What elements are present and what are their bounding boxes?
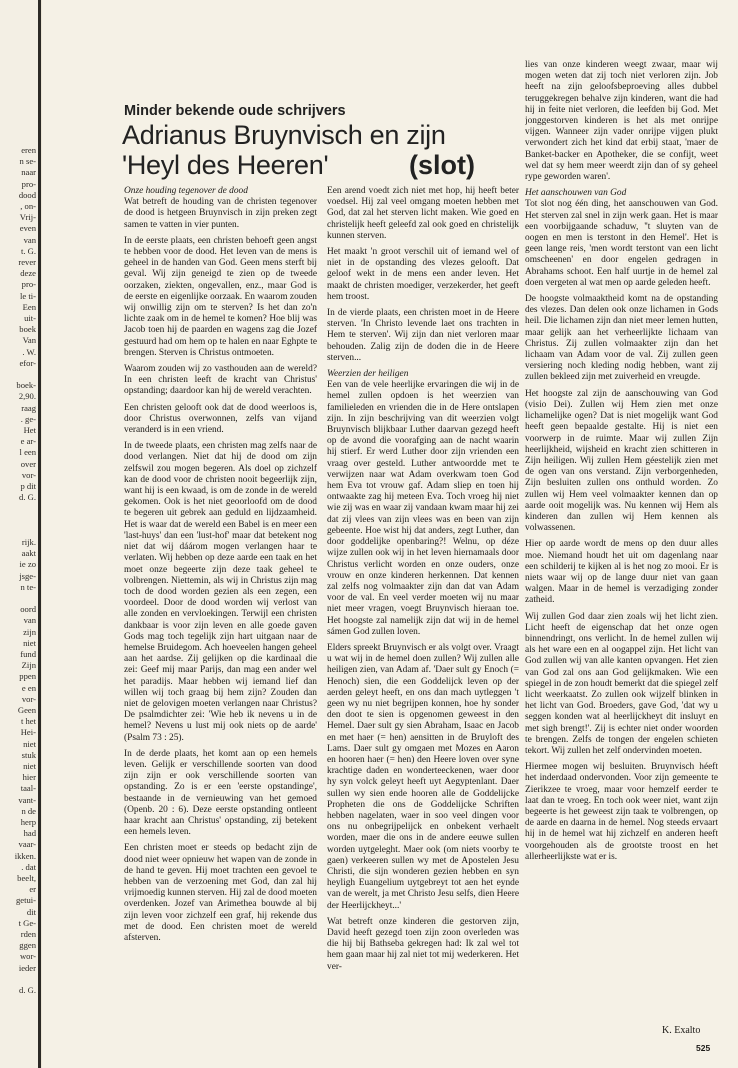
spine-fragment: n de [21,805,36,816]
spine-fragment: beelt, [17,873,36,883]
spine-fragment: l een [19,447,36,458]
paragraph: In de vierde plaats, een christen moet in de Heere sterven. 'In Christo levende laet ons trachten in Hem te sterven'. Wij zijn dan niet verloren maar behouden. Zalig zijn de doden die in de Heere sterven... [327,308,519,363]
spine-fragment: fund [20,649,36,659]
paragraph: Een christen gelooft ook dat de dood weerloos is, door Christus overwonnen, zelfs van vijand veranderd is in een vriend. [124,402,317,436]
spine-fragment: boek- [16,380,36,391]
paragraph: De hoogste volmaaktheid komt na de opstanding des vlezes. Dan delen ook onze lichamen in Gods heil. Die lichamen zijn dan niet meer lemen hutten, maar gelijk aan het verheerlijkte lichaam van Christus. Zij zullen volmaakter zijn dan het lichaam van Adam voor de val. Zij zullen geen versiering noch kleding nodig hebben, want zij zullen bekleed zijn met zuiverheid en vreugde. [525,294,718,383]
spine-divider [38,0,41,1068]
article-title-line-1: Adrianus Bruynvisch en zijn [122,120,446,150]
paragraph: In de tweede plaats, een christen mag zelfs naar de dood verlangen. Niet dat hij de dood om zijn zelfswil zou mogen begeren. Als doel op zichzelf kan de dood voor de christen nooit begeerlijk zijn, want hij is een kwaad, is om de zonde in de wereld gekomen. Ook is het niet geoorloofd om de dood te begeren uit gebrek aan geduld en lijdzaamheid. Het is waar dat de wereld een Babel is en meer een 'last-huys' dan een 'lust-hof' maar dat betekent nog niet dat wij dáárom mogen verlangen haar te verlaten. Wij hebben op deze aarde een taak en het moet onze begeerte zijn deze taak geheel te volbrengen. Niettemin, als wij in Christus zijn mag toch de dood worden gezien als een zegen, een voordeel. Door de dood worden wij verlost van alle zonden en vervloekingen. Terwijl een christen dankbaar is voor zijn leven en alle goede gaven Gods mag toch tegelijk zijn hart uitgaan naar de hemelse Bruidegom. Ach hoeveelen hangen geheel aan het aardse. Zij gelijken op die kardinaal die zei: Geef mij maar Parijs, dan mag een ander wel het paradijs. Maar hebben wij iemand lief dan willen wij toch graag bij hem zijn? Zouden dan niet de gelovigen moeten verlangen naar Christus? De psalmdichter zei: 'Wie heb ik nevens u in de hemel? Nevens u lust mij ook niets op de aarde' (Psalm 73 : 25). [124,441,317,743]
spine-fragment: Het [23,425,36,435]
spine-fragment: n te- [20,581,36,592]
section-subheading: Weerzien der heiligen [327,369,409,380]
spine-fragment: van [23,234,36,245]
paragraph: Tot slot nog één ding, het aanschouwen van God. Het sterven zal snel in zijn werk gaan. Het is maar een voorbijgaande schaduw, ''t sluyten van de oogen en men is terstont in den Hemel'. Het is geen lange reis, 'men wordt terstont van een licht omscheenen' en door engelen gedragen in Abrahams schoot. Een half uurtje in de hemel zal doen vergeten al wat men op aarde geleden heeft. [525,199,718,288]
paragraph: Het hoogste zal zijn de aanschouwing van God (visio Dei). Zullen wij Hem zien met onze lichamelijke ogen? Dat is niet mogelijk want God heeft geen bepaalde gestalte. Hij is niet een voorwerp in de ruimte. Maar wij zullen Zijn heerlijkheid, wijsheid en kracht zien schitteren in Zijn heiligen. Wij zullen Hem géestelijk zien met de ogen van ons verstand. Zijn verborgenheden, Zijn besluiten zullen ons onthuld worden. Zo zullen wij Hem veel volmaakter kennen dan op aarde ooit mogelijk was. Nu kennen wij Hem als kinderen dan zullen wij Hem kennen als volwassenen. [525,388,718,534]
spine-fragment: getui- [15,895,36,906]
spine-fragment: d. G. [19,985,36,995]
spine-fragment: ggen [19,940,36,951]
spine-fragment: d. G. [19,492,36,503]
spine-fragment: e ar- [20,436,36,447]
spine-fragment: p dit [20,481,36,491]
spine-fragment: wor- [19,951,36,962]
spine-fragment: pro- [21,178,36,189]
spine-fragment: niet [23,761,36,771]
spine-fragment: . dat [21,861,36,872]
spine-fragment: over [20,458,36,469]
previous-page-edge [0,0,40,1068]
spine-fragment: niet [23,637,36,648]
paragraph: Wat betreft onze kinderen die gestorven zijn, David heeft gezegd toen zijn zoon overleden was die hij bij Bathseba gekregen had: Ik zal wel tot hem gaan maar hij zal niet tot mij wederkeren. Het ver- [327,916,519,972]
spine-fragment: zijn [23,626,36,637]
spine-fragment: raag [21,402,36,413]
spine-fragment: n se- [19,156,36,167]
spine-fragment: ie zo [19,559,36,570]
column-1 [124,186,317,1018]
spine-fragment: uit- [24,313,36,323]
spine-fragment: taal- [20,783,36,794]
spine-fragment: t het [20,716,36,727]
spine-fragment: Van [22,335,36,346]
spine-fragment: rden [20,929,36,939]
spine-fragment: deze [20,268,36,279]
spine-fragment: efor- [19,357,36,368]
spine-fragment: rever [18,257,36,267]
spine-fragment: vor- [21,469,36,480]
spine-fragment: pro- [21,279,36,290]
paragraph: Het maakt 'n groot verschil uit of iemand wel of niet in de opstanding des vlezes gelooft. Dat geloof wekt in de mens een ander leven. Het maakt de christen moediger, verzekerder, het geeft hem troost. [327,247,519,302]
author-signature: K. Exalto [662,1025,701,1036]
paragraph: Hier op aarde wordt de mens op den duur alles moe. Niemand houdt het uit om dagenlang naar een schilderij te kijken al is het nog zo mooi. Er is niets waar wij op de lange duur niet van gaan walgen. Maar in de hemel is verzadiging zonder zatheid. [525,539,718,606]
spine-fragment: vor- [21,693,36,704]
spine-fragment: dit [26,906,36,917]
spine-fragment: . W. [22,346,36,357]
spine-fragment: rijk. [21,537,36,547]
spine-fragment: eren [21,145,36,155]
spine-fragment: e en [21,682,36,693]
column-3 [525,60,718,1018]
spine-fragment: aakt [21,548,36,559]
spine-fragment: , on- [20,201,36,211]
section-subheading: Het aanschouwen van God [525,188,627,199]
spine-fragment: naar [21,167,36,178]
spine-fragment: t Ge- [18,917,36,928]
paragraph: Waarom zouden wij zo vasthouden aan de wereld? In een christen leeft de kracht van Christus' opstanding; daardoor kan hij de wereld verachten. [124,364,317,397]
article-title-line-2: 'Heyl des Heeren' [122,150,329,180]
series-kicker: Minder bekende oude schrijvers [124,103,346,119]
paragraph: Hiermee mogen wij besluiten. Bruynvisch héeft het inderdaad ondervonden. Voor zijn gemeente te Zierikzee te vroeg, maar voor hemzelf eerder te laat dan te vroeg. En toch ook weer niet, want zijn begeerte is het geweest zijn taak te volbrengen, op de aarde en daarna in de hemel. Nog steeds ervaart hij in de hemel wat hij zichzelf en anderen heeft voorgehouden als de grootste troost en het allerheerlijkste wat er is. [525,762,718,862]
spine-fragment: Zijn [21,660,36,671]
paragraph: In de derde plaats, het komt aan op een hemels leven. Gelijk er verschillende soorten van dood zijn zijn er ook verschillende soorten van opstanding. Zo is er een 'eerste opstandinge', bestaande in de vernieuwing van het gemoed (Openb. 20 : 6). Deze eerste opstanding ontleent haar kracht aan Christus' opstanding, zij betekent een hemels leven. [124,748,317,838]
spine-fragment: Een [22,301,36,312]
spine-fragment: van [23,615,36,626]
article-title-slot: (slot) [409,150,475,180]
spine-fragment: stuk [21,749,36,760]
page-number: 525 [696,1043,711,1053]
spine-fragment: ikken. [14,850,36,861]
paragraph: Een van de vele heerlijke ervaringen die wij in de hemel zullen opdoen is het weerzien van familieleden en vrienden die in de Here ontslapen zijn. In zijn beschrijving van dit weerzien volgt Bruynvisch blijkbaar Luther daarvan gezegd heeft op de avond die voorafging aan de nacht waarin hij stierf. Er werd Luther door zijn vrienden een vraag over gesteld. Luther antwoordde met te verwijzen naar wat Adam overkwam toen God hem Eva tot vrouw gaf. Adam sliep en toen hij ontwaakte zag hij meteen Eva. Toch vroeg hij niet wie zij was en waar zij vandaan kwam maar hij zei dat zij vlees van zijn vlees was en been van zijn gebeente. Hoe wist hij dat anders, zegt Luther, dan door goddelijke openbaring?! Welnu, op déze wijze zullen ook wij in het leven hiernamaals door Christus verlicht worden en onze ouders, onze vrouw en onze kinderen herkennen. Dat kennen zal zelfs nog volmaakter zijn dan dat van Adam voor de val. En veel verder moeten wij nu maar niet meer vragen, voegt Bruynvisch hieraan toe. Het hoogste zal namelijk zijn dat wij in de hemel sámen God zullen loven. [327,380,519,637]
paragraph: In de eerste plaats, een christen behoeft geen angst te hebben voor de dood. Het leven van de mens is geheel in de handen van God. Geen mens sterft bij geval. Wij zijn geneigd te zien op de tweede oorzaken, ziekten, ongevallen, enz., maar God is de eerste en eigenlijke oorzaak. En waarom zouden wij onwillig zijn om te sterven? Is het dan zo'n lichte zaak om in de hemel te komen? Hoe blij was Jacob toen hij de paarden en wagens zag die Jozef gestuurd had om hem op te halen en naar Eghpte te brengen. Sterven is Christus ontmoeten. [124,235,317,358]
spine-fragment: 2,90. [18,391,36,402]
paragraph: Wat betreft de houding van de christen tegenover de dood is hetgeen Bruynvisch in zijn preken zegt samen te vatten in vier punten. [124,197,317,230]
spine-fragment: hier [22,772,36,783]
spine-fragment: t. G. [20,245,36,256]
paragraph: Een arend voedt zich niet met hop, hij heeft beter voedsel. Hij zal veel omgang moeten hebben met God, dat zal het sterven licht maken. Wie goed en christelijk heeft geleefd zal ook goed en christelijk kunnen sterven. [327,186,519,241]
column-2 [327,186,519,1018]
spine-fragment: oord [20,604,36,615]
spine-fragment: er [29,884,36,895]
paragraph: lies van onze kinderen weegt zwaar, maar wij mogen weten dat zij toch niet verloren zijn. Job heeft na zijn geloofsbeproeving alles dubbel teruggekregen behalve zijn kinderen, want die had hij in feite niet verloren, die leefden bij God. Met jonggestorven kinderen is het als met onrijpe vijgen. Wanneer zijn vader onrijpe vijgen plukt verwondert zich het kind dat erbij staat, 'maer de Banket-backer en Apotheker, die se confijt, weet wel dat sy hem meer weerdt zijn dan of sy geheel rype geworden waren'. [525,60,718,183]
spine-fragment: dood [18,189,36,200]
spine-fragment: . ge- [20,413,36,424]
spine-fragment: Geen [17,705,36,715]
paragraph: Een christen moet er steeds op bedacht zijn de dood niet weer opnieuw het wapen van de zonde in de hand te geven. Hij moet trachten een gevoel te hebben van de verzoening met God, dan zal hij vrijmoedig kunnen sterven. Hij zal de dood moeten overdenken. Jozef van Arimethea bouwde al bij zijn leven voor zichzelf een graf, hij rekende dus met de dood. Een christen moet de wereld afsterven. [124,843,317,943]
paragraph: Elders spreekt Bruynvisch er als volgt over. Vraagt u wat wij in de hemel doen zullen? Wij zullen alle heiligen zien, van Adam af. 'Daer sult gy Enoch (= Henoch) sien, die een Goddelijck leven op der aerden geleyt heeft, en ons dan mach uytleggen 't geen wy nu niet begrijpen konnen, hoe hy sonder den doot te sien is opgenomen geweest in den Hemel. Daer sult gy sien Abraham, Isaac en Jacob en met haer (= hen) aensitten in de Bruyloft des Lams. Daer sult gy omgaen met Mozes en Aaron en hooren haer (= hen) den Heere loven over syne krachtige daden en wonderteeckenen, waer door hy syn volck geleyt heeft uyt Aegyptenlant. Daer sullen wy sien ende hooren alle de Goddelijcke Propheten die ons de Goddelijcke Schriften hebben nagelaten, waer in soo veel dingen voor ons nu onbegrijpelijck en onbekent verhaelt worden, maer die ons in de andere eeuwe sullen worden uytgeleght. Maer ook (om niets voorby te gaen) verkeeren sullen wy met de Apostelen Jesu Christi, die sijn wonderen gezien hebben en syn heyligh Euangelium uytgebreyt tot aen het eynde van de werelt, ja met Christo Jesu selfs, dien Heere der Heerlijckheyt...' [327,642,519,911]
spine-fragment: vant- [18,794,36,805]
spine-fragment: even [19,223,36,234]
spine-fragment: had [23,828,36,839]
spine-fragment: niet [23,738,36,749]
spine-fragment: ieder [18,962,36,973]
section-subheading: Onze houding tegenover de dood [124,186,248,196]
spine-fragment: herp [20,817,36,827]
spine-fragment: Hei- [20,727,36,738]
spine-fragment: jsge- [19,570,36,581]
spine-fragment: boek [19,324,36,335]
spine-fragment: vaar- [18,839,36,850]
paragraph: Wij zullen God daar zien zoals wij het licht zien. Licht heeft de eigenschap dat het onze ogen binnendringt, ons verlicht. In de hemel zullen wij als het ware een en al oogappel zijn. Het licht van God zullen wij van alle kanten opvangen. Het zien van God zal ons aan God gelijkmaken. Wie een spiegel in de zon houdt bemerkt dat die spiegel zelf licht weerkaatst. Zo zullen ook wijzelf blinken in het licht van God. Broeders, gave God, 'dat wy u seggen konden wat al heerlijckheyt dit insluyt en met sigh brengt!'. Zij is echter niet onder woorden te brengen. Zelfs de tongen der engelen schieten tekort. Wij zullen het zelf ondervinden moeten. [525,611,718,756]
article-page [42,0,738,1068]
spine-fragment: ppen [19,671,36,682]
spine-fragment: le ti- [20,290,36,301]
spine-fragment: Vrij- [19,212,36,223]
